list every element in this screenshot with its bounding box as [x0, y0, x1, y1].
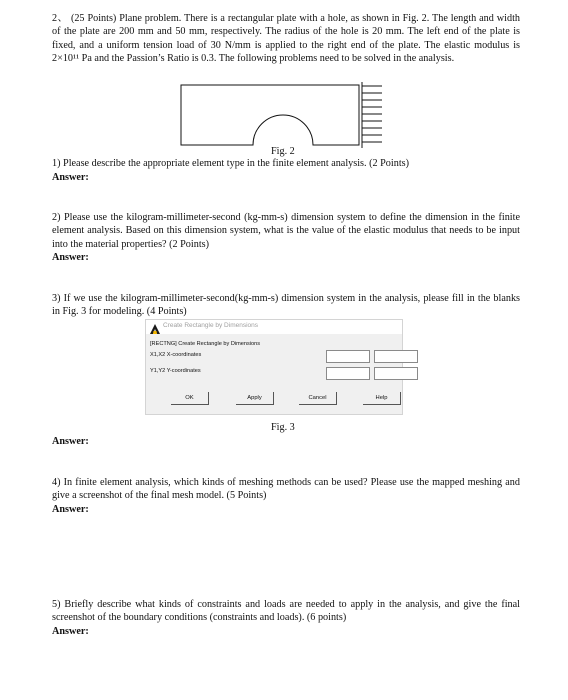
ok-button[interactable]: OK [171, 392, 209, 405]
x1-input[interactable] [326, 350, 370, 363]
help-button[interactable]: Help [363, 392, 401, 405]
answer-label-4: Answer: [52, 504, 89, 515]
fig3-caption: Fig. 3 [271, 422, 295, 433]
dialog-heading: [RECTNG] Create Rectangle by Dimensions [150, 341, 261, 347]
dialog-titlebar [146, 320, 402, 334]
question-4: 4) In finite element analysis, which kinds of meshing methods can be used? Please use the mapped meshing and give a screenshot of the final mesh model. (5 Points) [52, 477, 520, 502]
fig2-caption: Fig. 2 [271, 146, 295, 157]
apply-button[interactable]: Apply [236, 392, 274, 405]
ansys-logo-icon [150, 321, 160, 339]
answer-label-3: Answer: [52, 436, 89, 447]
question-5: 5) Briefly describe what kinds of constraints and loads are needed to apply in the analysis, and give the final screenshot of the boundary conditions (constraints and loads). (6 points) [52, 599, 520, 624]
problem-intro: 2、 (25 Points) Plane problem. There is a rectangular plate with a hole, as shown in Fig. 2. The length and width of the plate are 200 mm and 50 mm, respectively. The radius of the hole is 20 mm. The left end of the plate is fixed, and a uniform tension load of 30 N/mm is applied to the right end of the plate. The elastic modulus is 2×10¹¹ Pa and the Passion’s Ratio is 0.3. The following problems need to be solved in the analysis. [52, 13, 520, 65]
answer-label-2: Answer: [52, 252, 89, 263]
dialog-title: Create Rectangle by Dimensions [163, 322, 259, 329]
question-2: 2) Please use the kilogram-millimeter-second (kg-mm-s) dimension system to define the dimension in the finite element analysis. Based on this dimension system, what is the value of the elastic modulus that needs to be input into the material properties? (2 Points) [52, 212, 520, 250]
answer-label-5: Answer: [52, 626, 89, 637]
rectangle-dialog [145, 319, 403, 415]
question-3: 3) If we use the kilogram-millimeter-second(kg-mm-s) dimension system in the analysis, please fill in the blanks in Fig. 3 for modeling. (4 Points) [52, 293, 520, 318]
y2-input[interactable] [374, 367, 418, 380]
question-1: 1) Please describe the appropriate element type in the finite element analysis. (2 Points) [52, 158, 410, 169]
x-coordinates-label: X1,X2 X-coordinates [150, 352, 202, 358]
cancel-button[interactable]: Cancel [299, 392, 337, 405]
y1-input[interactable] [326, 367, 370, 380]
y-coordinates-label: Y1,Y2 Y-coordinates [150, 368, 201, 374]
x2-input[interactable] [374, 350, 418, 363]
answer-label-1: Answer: [52, 172, 89, 183]
